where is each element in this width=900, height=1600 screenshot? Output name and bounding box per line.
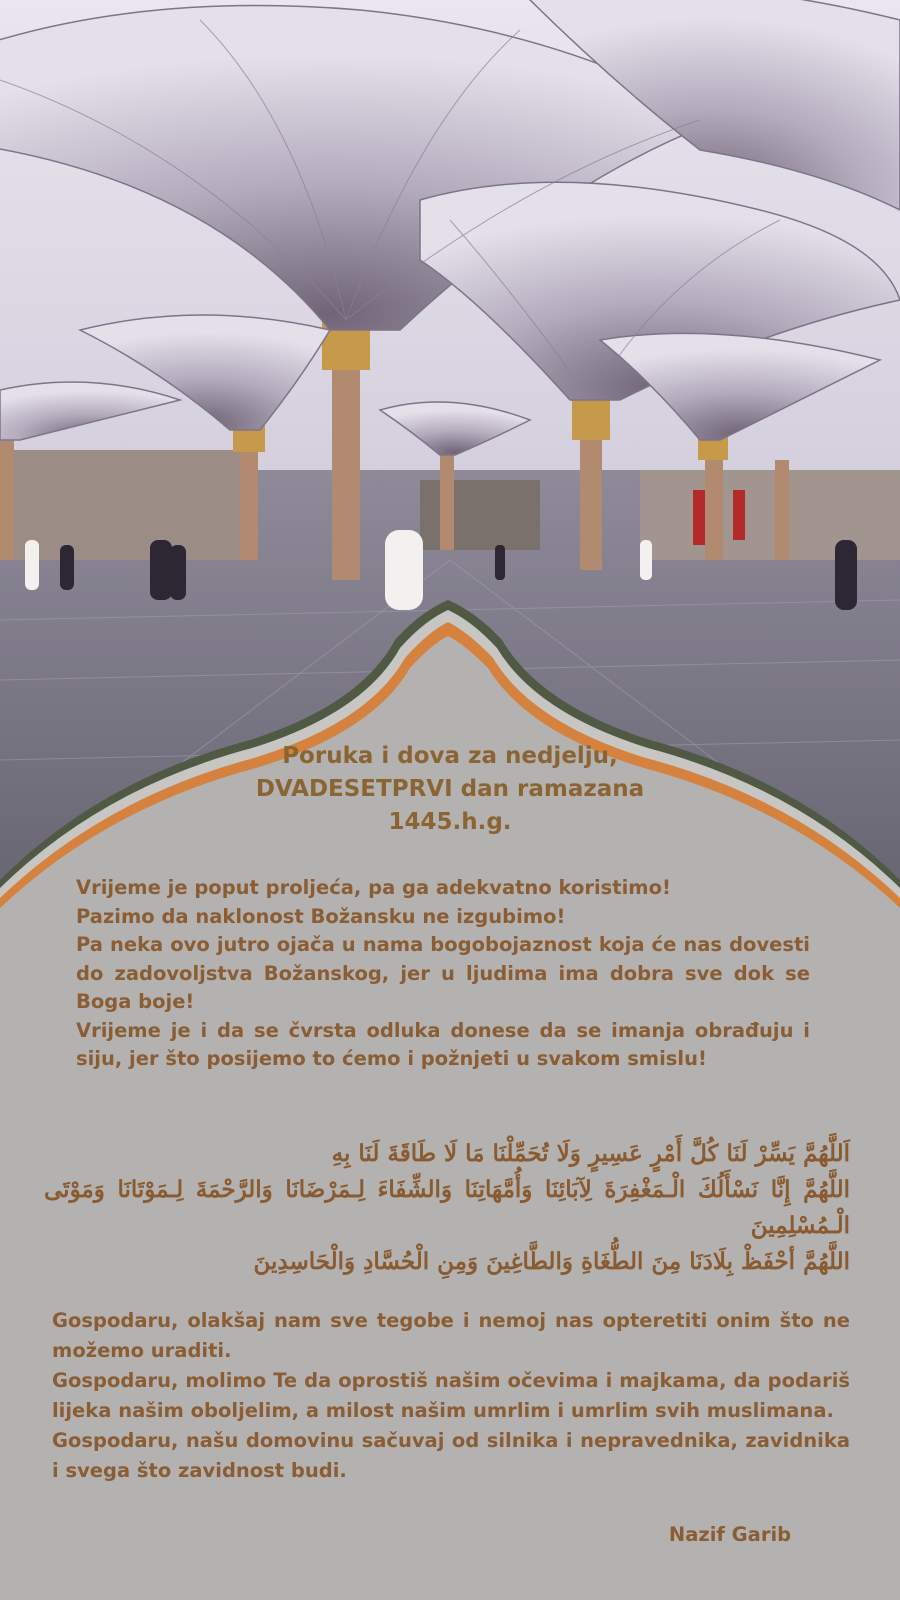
author-signature: Nazif Garib	[668, 1523, 792, 1546]
message-body	[76, 874, 810, 1074]
prayer-paragraph: Gospodaru, našu domovinu sačuvaj od silnika i nepravednika, zavidnika i svega što zavidnost budi.	[52, 1429, 850, 1482]
arabic-dua-line: اللَّهُمَّ أحْفَظْ بِلَادَنَا مِنَ الطُّغَاةِ وَالطَّاغِينَ وَمِنِ الْحُسَّادِ وَالْحَاسِدِينَ	[253, 1248, 850, 1275]
title-line-1: Poruka i dova za nedjelju,	[282, 743, 618, 769]
arabic-dua-line: اَللَّهُمَّ يَسِّرْ لَنَا كُلَّ أَمْرٍ عَسِيرٍ وَلَا تُحَمِّلْنَا مَا لَا طَاقَةَ لَنَا بِهِ	[331, 1140, 850, 1167]
title-line-2: DVADESETPRVI dan ramazana	[255, 776, 645, 802]
title-line-3: 1445.h.g.	[388, 809, 512, 835]
bosnian-dua	[52, 1306, 850, 1486]
prayer-paragraph: Gospodaru, olakšaj nam sve tegobe i nemoj nas opteretiti onim što ne možemo uraditi.	[52, 1309, 850, 1362]
message-paragraph: Pa neka ovo jutro ojača u nama bogobojaznost koja će nas dovesti do zadovoljstva Božanskog, jer u ljudima ima dobra sve dok se Boga boje!	[76, 933, 810, 1013]
message-title	[180, 740, 720, 839]
message-paragraph: Pazimo da naklonost Božansku ne izgubimo!	[76, 904, 566, 928]
message-paragraph: Vrijeme je poput proljeća, pa ga adekvatno koristimo!	[76, 876, 671, 899]
arabic-dua-line: اللَّهُمَّ إِنَّا نَسْأَلُكَ الْـمَغْفِرَةَ لِآبَائِنَا وَأُمَّهَاتِنَا وَالشِّفَاءَ لِـمَرْضَانَا وَالرَّحْمَةَ لِـمَوْتَانَا وَمَوْتَى الْـمُسْلِمِينَ	[44, 1176, 850, 1239]
prayer-paragraph: Gospodaru, molimo Te da oprostiš našim očevima i majkama, da podariš lijeka našim oboljelim, a milost našim umrlim i umrlim svih muslimana.	[52, 1369, 850, 1422]
arabic-dua	[44, 1136, 850, 1280]
message-paragraph: Vrijeme je i da se čvrsta odluka donese da se imanja obrađuju i siju, jer što posijemo to ćemo i požnjeti u svakom smislu!	[76, 1018, 810, 1070]
